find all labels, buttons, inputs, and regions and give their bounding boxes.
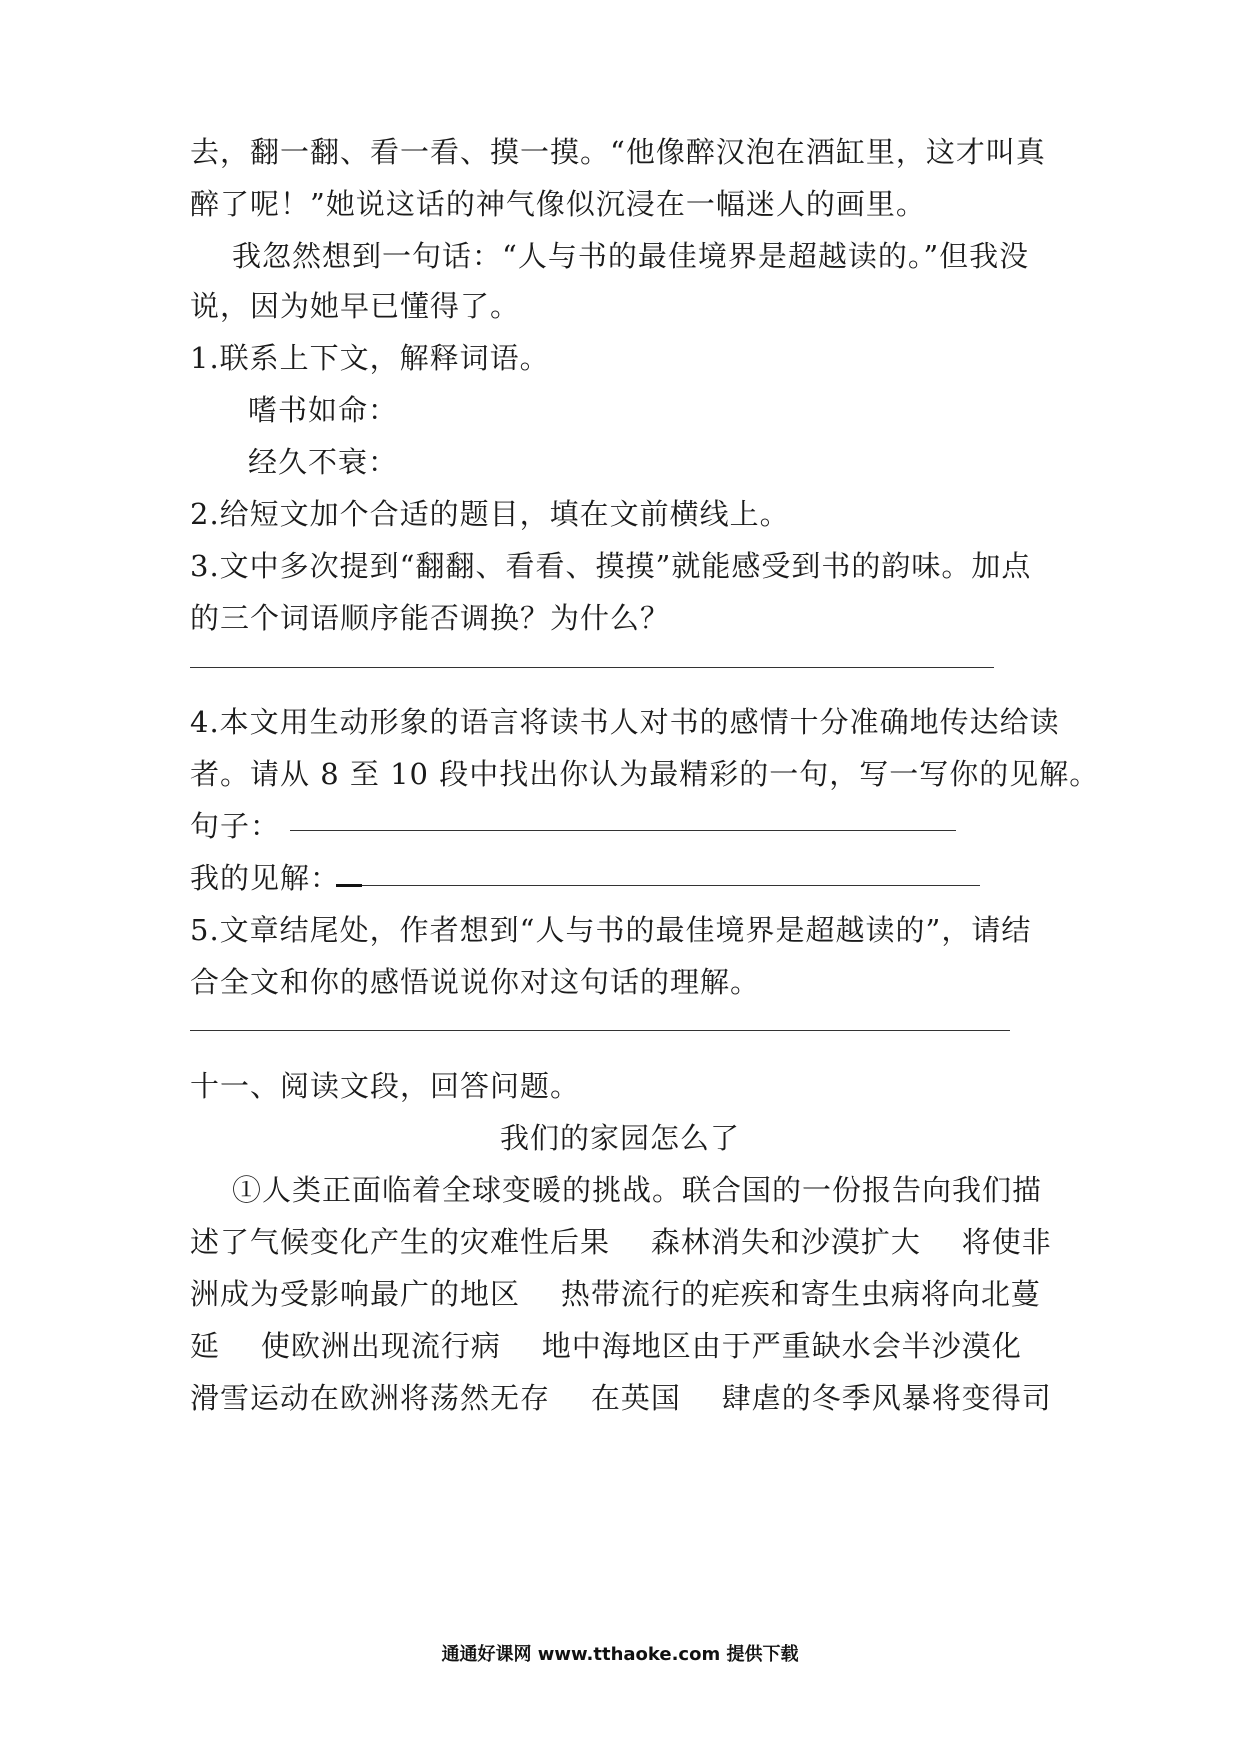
section-11-heading: 十一、阅读文段，回答问题。: [190, 1069, 581, 1103]
question-1: 1.联系上下文，解释词语。: [190, 341, 550, 375]
question-3-line-1: 3.文中多次提到“翻翻、看看、摸摸”就能感受到书的韵味。加点: [190, 549, 1032, 583]
answer-line-q4-view-start: [336, 884, 362, 887]
section-11-line-1: ①人类正面临着全球变暖的挑战。联合国的一份报告向我们描: [232, 1173, 1043, 1207]
section-11-line-2: 述了气候变化产生的灾难性后果 森林消失和沙漠扩大 将使非: [190, 1225, 1052, 1259]
question-5-line-2: 合全文和你的感悟说说你对这句话的理解。: [190, 965, 761, 999]
question-1-term-b: 经久不衰：: [248, 445, 399, 479]
question-3-line-2: 的三个词语顺序能否调换？为什么？: [190, 601, 671, 635]
question-5-line-1: 5.文章结尾处，作者想到“人与书的最佳境界是超越读的”，请结: [190, 913, 1032, 947]
question-1-term-a: 嗜书如命：: [248, 393, 399, 427]
section-11-line-5: 滑雪运动在欧洲将荡然无存 在英国 肆虐的冬季风暴将变得司: [190, 1381, 1052, 1415]
answer-line-q4-view[interactable]: [362, 885, 980, 886]
passage-line-3: 我忽然想到一句话：“人与书的最佳境界是超越读的。”但我没: [232, 239, 1030, 273]
answer-line-q3[interactable]: [190, 667, 994, 668]
section-11-line-4: 延 使欧洲出现流行病 地中海地区由于严重缺水会半沙漠化: [190, 1329, 1022, 1363]
answer-line-q4-sentence[interactable]: [290, 830, 956, 831]
answer-line-q5[interactable]: [190, 1030, 1010, 1031]
question-2: 2.给短文加个合适的题目，填在文前横线上。: [190, 497, 790, 531]
question-4-view-label: 我的见解：: [190, 861, 341, 895]
passage-line-2: 醉了呢！”她说这话的神气像似沉浸在一幅迷人的画里。: [190, 187, 926, 221]
question-4-line-2: 者。请从 8 至 10 段中找出你认为最精彩的一句，写一写你的见解。: [190, 757, 1100, 791]
passage-line-4: 说，因为她早已懂得了。: [190, 289, 521, 323]
footer-watermark: 通通好课网 www.tthaoke.com 提供下载: [441, 1644, 799, 1665]
passage-line-1: 去，翻一翻、看一看、摸一摸。“他像醉汉泡在酒缸里，这才叫真: [190, 135, 1046, 169]
section-11-line-3: 洲成为受影响最广的地区 热带流行的疟疾和寄生虫病将向北蔓: [190, 1277, 1041, 1311]
question-4-sentence-label: 句子：: [190, 809, 281, 843]
question-4-line-1: 4.本文用生动形象的语言将读书人对书的感情十分准确地传达给读: [190, 705, 1060, 739]
section-11-title: 我们的家园怎么了: [499, 1121, 740, 1155]
